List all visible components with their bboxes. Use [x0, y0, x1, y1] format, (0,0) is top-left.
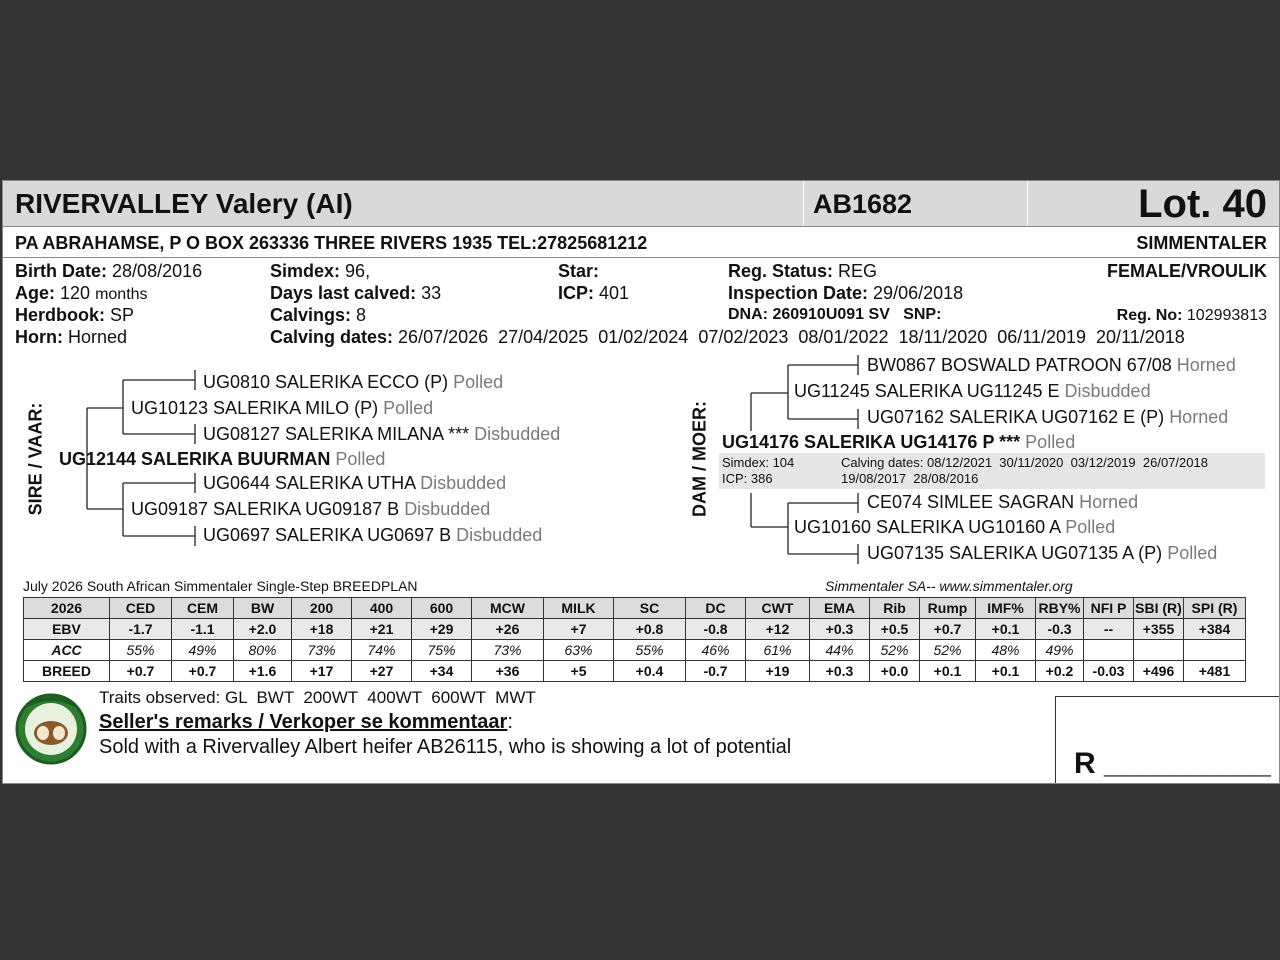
pedigree-ds-name: UG11245 SALERIKA UG11245 E	[794, 381, 1060, 401]
table-cell: +0.7	[172, 661, 234, 682]
remarks-title: Seller's remarks / Verkoper se kommentaar	[99, 711, 508, 733]
table-cell: IMF%	[976, 598, 1036, 619]
table-cell: +0.4	[614, 661, 686, 682]
pedigree-dss-name: BW0867 BOSWALD PATROON 67/08	[867, 355, 1172, 375]
birth-date-label: Birth Date:	[15, 261, 108, 281]
icp-label: ICP:	[558, 283, 594, 303]
reg-status-label: Reg. Status:	[728, 261, 834, 281]
table-cell: +481	[1184, 661, 1246, 682]
ebv-header-row	[24, 598, 1246, 619]
age-unit: months	[95, 286, 148, 303]
pedigree-sire	[59, 449, 385, 470]
days-value: 33	[421, 283, 442, 303]
dam-calving-dates-2: 19/08/2017 28/08/2016	[841, 471, 979, 486]
table-cell: DC	[686, 598, 746, 619]
table-cell: +26	[472, 619, 544, 640]
animal-name: RIVERVALLEY Valery (AI)	[15, 188, 353, 219]
pedigree-sdd-name: UG0697 SALERIKA UG0697 B	[203, 525, 452, 545]
dam-simdex: Simdex: 104	[722, 455, 795, 470]
calving-dates-value: 26/07/2026 27/04/2025 01/02/2024 07/02/2023 08/01/2022 18/11/2020 06/11/2019 20/11/2018	[398, 327, 1185, 347]
table-cell: MCW	[472, 598, 544, 619]
breed-name: SIMMENTALER	[1136, 233, 1267, 253]
table-cell: +0.3	[810, 661, 870, 682]
table-cell: -1.1	[172, 619, 234, 640]
acc-row	[24, 640, 1246, 661]
star-label: Star:	[558, 261, 600, 281]
table-cell: +18	[292, 619, 352, 640]
herdbook-label: Herdbook:	[15, 305, 105, 325]
dam-icp: ICP: 386	[722, 471, 773, 486]
row-label-cell: ACC	[24, 640, 110, 661]
dna-info: DNA: 260910U091 SV SNP:	[728, 306, 942, 323]
age-label: Age:	[15, 283, 55, 303]
pedigree-dam	[722, 432, 1075, 453]
table-cell: CEM	[172, 598, 234, 619]
pedigree-sds	[203, 473, 506, 494]
pedigree-sd	[131, 499, 490, 520]
table-cell: MILK	[544, 598, 614, 619]
pedigree-dss	[867, 355, 1236, 376]
table-cell: -0.03	[1084, 661, 1134, 682]
dam-side-label: DAM / MOER:	[689, 401, 710, 517]
pedigree-sdd-horn: Disbudded	[456, 525, 543, 545]
pedigree-dds-name: CE074 SIMLEE SAGRAN	[867, 492, 1075, 512]
table-cell: -0.3	[1036, 619, 1084, 640]
table-cell: NFI P	[1084, 598, 1134, 619]
table-cell: CWT	[746, 598, 810, 619]
table-cell: -1.7	[110, 619, 172, 640]
pedigree-sire-name: UG12144 SALERIKA BUURMAN	[59, 449, 331, 469]
simmentaler-logo	[13, 689, 89, 765]
pedigree-ss-horn: Polled	[383, 398, 434, 418]
table-cell: 73%	[472, 640, 544, 661]
table-cell: +2.0	[234, 619, 292, 640]
reg-status-value: REG	[838, 261, 878, 281]
sire-side-label: SIRE / VAAR:	[25, 402, 46, 516]
table-cell: +355	[1134, 619, 1184, 640]
lot-card	[2, 180, 1280, 784]
lot-number: Lot. 40	[1138, 182, 1267, 226]
table-cell: +5	[544, 661, 614, 682]
table-cell: +7	[544, 619, 614, 640]
remarks-colon: :	[507, 711, 513, 733]
inspection-label: Inspection Date:	[728, 283, 869, 303]
icp-value: 401	[599, 283, 630, 303]
pedigree-dds-horn: Horned	[1079, 492, 1139, 512]
ebv-row	[24, 619, 1246, 640]
pedigree-dd-horn: Polled	[1065, 517, 1116, 537]
pedigree-ds	[794, 381, 1151, 402]
dam-calving-dates: Calving dates: 08/12/2021 30/11/2020 03/12/2019 26/07/2018	[841, 455, 1208, 470]
calving-dates-label: Calving dates:	[270, 327, 394, 347]
table-cell: 52%	[870, 640, 920, 661]
table-cell: 75%	[412, 640, 472, 661]
table-cell: +0.1	[976, 661, 1036, 682]
animal-id: AB1682	[813, 189, 913, 219]
table-cell: +0.5	[870, 619, 920, 640]
pedigree-ss	[131, 398, 433, 419]
sex-label: FEMALE/VROULIK	[1107, 261, 1267, 281]
pedigree-dd	[794, 517, 1115, 538]
row-label-cell: 2026	[24, 598, 110, 619]
table-cell: +27	[352, 661, 412, 682]
pedigree-sss-name: UG0810 SALERIKA ECCO (P)	[203, 372, 449, 392]
pedigree-ss-name: UG10123 SALERIKA MILO (P)	[131, 398, 379, 418]
pedigree-dd-name: UG10160 SALERIKA UG10160 A	[794, 517, 1061, 537]
table-cell: +12	[746, 619, 810, 640]
row-label-cell: EBV	[24, 619, 110, 640]
table-cell: +0.7	[110, 661, 172, 682]
calvings-value: 8	[356, 305, 367, 325]
row-label-cell: BREED	[24, 661, 110, 682]
table-cell: Rump	[920, 598, 976, 619]
table-cell: 55%	[110, 640, 172, 661]
table-cell: +1.6	[234, 661, 292, 682]
table-cell: +384	[1184, 619, 1246, 640]
table-cell: 44%	[810, 640, 870, 661]
table-cell: Rib	[870, 598, 920, 619]
pedigree-ssd	[203, 424, 560, 445]
pedigree-ddd	[867, 543, 1217, 564]
table-cell: 46%	[686, 640, 746, 661]
table-cell: +19	[746, 661, 810, 682]
pedigree-dam-name: UG14176 SALERIKA UG14176 P ***	[722, 432, 1021, 452]
table-cell: 73%	[292, 640, 352, 661]
pedigree-ddd-name: UG07135 SALERIKA UG07135 A (P)	[867, 543, 1163, 563]
remarks-heading	[99, 711, 513, 734]
table-cell: -0.8	[686, 619, 746, 640]
pedigree-dsd-horn: Horned	[1169, 407, 1229, 427]
table-cell: +496	[1134, 661, 1184, 682]
pedigree-sire-horn: Polled	[335, 449, 386, 469]
pedigree-dam-horn: Polled	[1025, 432, 1076, 452]
pedigree-ssd-horn: Disbudded	[474, 424, 561, 444]
owner-address: PA ABRAHAMSE, P O BOX 263336 THREE RIVERS 1935 TEL:27825681212	[15, 233, 648, 253]
table-cell: SC	[614, 598, 686, 619]
reg-no-label: Reg. No:	[1116, 307, 1183, 324]
pedigree-sds-horn: Disbudded	[420, 473, 507, 493]
breed-avg-row	[24, 661, 1246, 682]
pedigree-dds	[867, 492, 1138, 513]
table-cell: 52%	[920, 640, 976, 661]
table-cell: +17	[292, 661, 352, 682]
ebv-table	[23, 597, 1246, 682]
traits-observed: Traits observed: GL BWT 200WT 400WT 600WT MWT	[99, 688, 536, 707]
table-cell: 63%	[544, 640, 614, 661]
pedigree-sds-name: UG0644 SALERIKA UTHA	[203, 473, 416, 493]
table-cell: +21	[352, 619, 412, 640]
table-cell: 80%	[234, 640, 292, 661]
table-cell: +0.1	[920, 661, 976, 682]
table-cell: +0.3	[810, 619, 870, 640]
table-cell: 200	[292, 598, 352, 619]
calvings-label: Calvings:	[270, 305, 352, 325]
pedigree-ssd-name: UG08127 SALERIKA MILANA ***	[203, 424, 470, 444]
table-cell: BW	[234, 598, 292, 619]
table-cell: 600	[412, 598, 472, 619]
age-value: 120	[60, 283, 91, 303]
table-cell: 55%	[614, 640, 686, 661]
pedigree-ddd-horn: Polled	[1167, 543, 1218, 563]
table-cell: +29	[412, 619, 472, 640]
signature-box	[1055, 696, 1280, 784]
table-cell: +0.8	[614, 619, 686, 640]
horn-label: Horn:	[15, 327, 63, 347]
table-cell: +0.2	[1036, 661, 1084, 682]
pedigree-dsd	[867, 407, 1228, 428]
table-cell: +0.1	[976, 619, 1036, 640]
r-signature-label: R __________	[1074, 747, 1271, 780]
inspection-value: 29/06/2018	[873, 283, 964, 303]
table-cell: SPI (R)	[1184, 598, 1246, 619]
table-cell: 400	[352, 598, 412, 619]
breedplan-source: Simmentaler SA-- www.simmentaler.org	[825, 578, 1073, 594]
table-cell: 49%	[172, 640, 234, 661]
pedigree-sd-name: UG09187 SALERIKA UG09187 B	[131, 499, 400, 519]
table-cell	[1084, 640, 1134, 661]
seller-remarks: Sold with a Rivervalley Albert heifer AB26115, who is showing a lot of potential	[99, 736, 792, 758]
table-cell	[1134, 640, 1184, 661]
table-cell: 48%	[976, 640, 1036, 661]
pedigree-sdd	[203, 525, 542, 546]
table-cell: SBI (R)	[1134, 598, 1184, 619]
birth-date-value: 28/08/2016	[112, 261, 203, 281]
table-cell: 74%	[352, 640, 412, 661]
simdex-value: 96,	[345, 261, 371, 281]
pedigree-sss	[203, 372, 503, 393]
pedigree-ds-horn: Disbudded	[1064, 381, 1151, 401]
table-cell: +0.0	[870, 661, 920, 682]
table-cell: +36	[472, 661, 544, 682]
simdex-label: Simdex:	[270, 261, 341, 281]
pedigree-sss-horn: Polled	[453, 372, 504, 392]
herdbook-value: SP	[110, 305, 135, 325]
table-cell: RBY%	[1036, 598, 1084, 619]
pedigree-dsd-name: UG07162 SALERIKA UG07162 E (P)	[867, 407, 1165, 427]
table-cell: 49%	[1036, 640, 1084, 661]
horn-value: Horned	[68, 327, 128, 347]
table-cell	[1184, 640, 1246, 661]
table-cell: -0.7	[686, 661, 746, 682]
table-cell: +0.7	[920, 619, 976, 640]
breedplan-caption: July 2026 South African Simmentaler Single-Step BREEDPLAN	[23, 578, 418, 594]
days-label: Days last calved:	[270, 283, 417, 303]
table-cell: --	[1084, 619, 1134, 640]
table-cell: 61%	[746, 640, 810, 661]
table-cell: CED	[110, 598, 172, 619]
table-cell: +34	[412, 661, 472, 682]
table-cell: EMA	[810, 598, 870, 619]
pedigree-dss-horn: Horned	[1176, 355, 1236, 375]
reg-no-value: 102993813	[1186, 307, 1267, 324]
pedigree-sd-horn: Disbudded	[404, 499, 491, 519]
